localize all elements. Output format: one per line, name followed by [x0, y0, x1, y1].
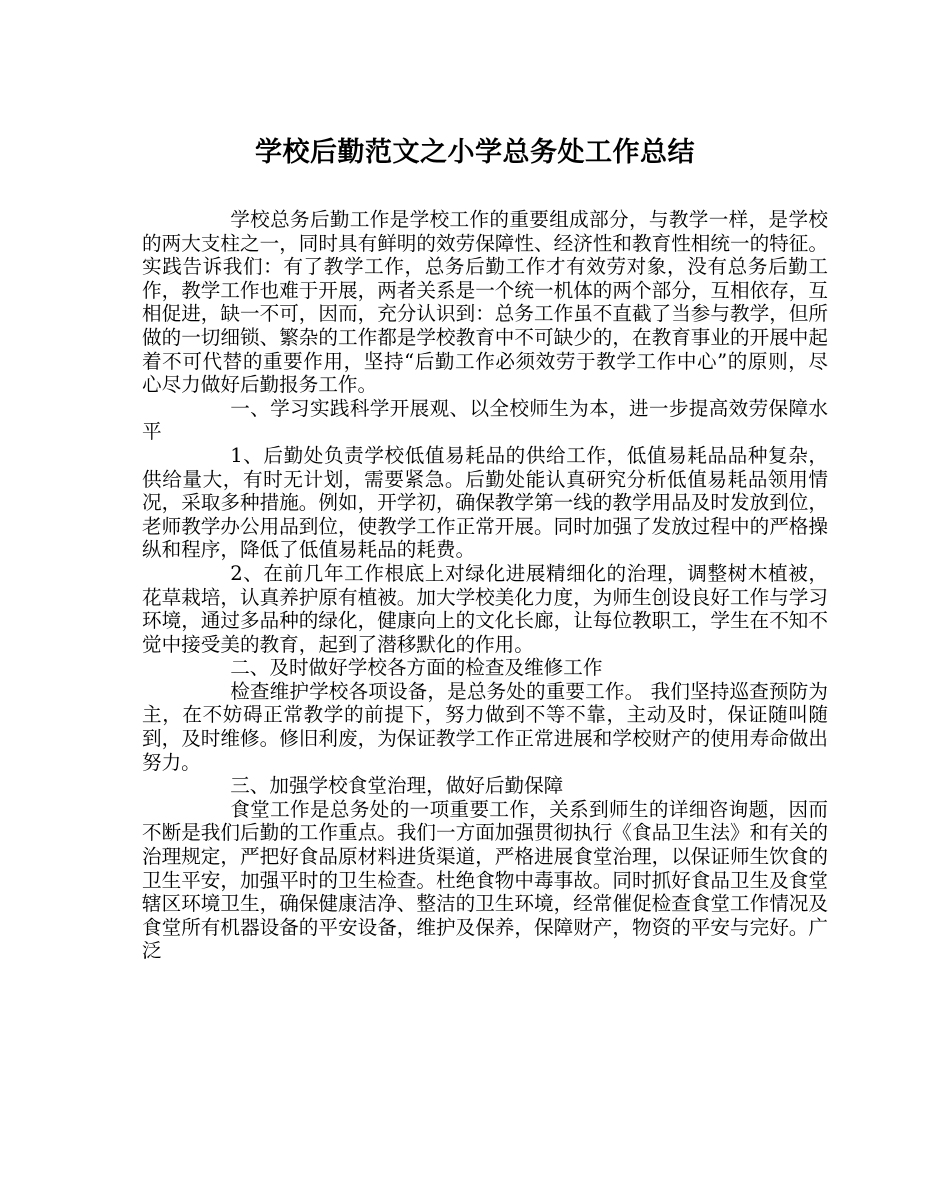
document-body: [142, 208, 828, 963]
paragraph-canteen: 食堂工作是总务处的一项重要工作，关系到师生的详细咨询题，因而不断是我们后勤的工作重点。我们一方面加强贯彻执行《食品卫生法》和有关的治理规定，严把好食品原材料进货渠道，严格进展食堂治理，以保证师生饮食的卫生平安，加强平时的卫生检查。杜绝食物中毒事故。同时抓好食品卫生及食堂辖区环境卫生，确保健康洁净、整洁的卫生环境，经常催促检查食堂工作情况及食堂所有机器设备的平安设备，维护及保养，保障财产，物资的平安与完好。广泛: [142, 797, 828, 963]
section-heading-3: 三、加强学校食堂治理，做好后勤保障: [230, 774, 564, 798]
paragraph-intro: 学校总务后勤工作是学校工作的重要组成部分，与教学一样，是学校的两大支柱之一，同时具有鲜明的效劳保障性、经济性和教育性相统一的特征。实践告诉我们：有了教学工作，总务后勤工作才有效劳对象，没有总务后勤工作，教学工作也难于开展，两者关系是一个统一机体的两个部分，互相依存，互相促进，缺一不可，因而，充分认识到：总务工作虽不直截了当参与教学，但所做的一切细锁、繁杂的工作都是学校教育中不可缺少的，在教育事业的开展中起着不可代替的重要作用，坚持“后勤工作必须效劳于教学工作中心”的原则，尽心尽力做好后勤报务工作。: [142, 208, 828, 397]
paragraph-item-2: 2、在前几年工作根底上对绿化进展精细化的治理，调整树木植被，花草栽培，认真养护原有植被。加大学校美化力度，为师生创设良好工作与学习环境，通过多品种的绿化，健康向上的文化长廊，让每位教职工，学生在不知不觉中接受美的教育，起到了潜移默化的作用。: [142, 561, 828, 656]
section-heading-2: 二、及时做好学校各方面的检查及维修工作: [230, 656, 603, 680]
paragraph-maintenance: 检查维护学校各项设备，是总务处的重要工作。 我们坚持巡查预防为主，在不妨碍正常教学的前提下，努力做到不等不靠，主动及时，保证随叫随到，及时维修。修旧利废，为保证教学工作正常进展和学校财产的使用寿命做出努力。: [142, 679, 828, 774]
section-heading-1: 一、学习实践科学开展观、以全校师生为本，进一步提高效劳保障水平: [142, 396, 828, 444]
document-title: 学校后勤范文之小学总务处工作总结: [255, 137, 695, 168]
paragraph-item-1: 1、后勤处负责学校低值易耗品的供给工作，低值易耗品品种复杂，供给量大，有时无计划，需要紧急。后勤处能认真研究分析低值易耗品领用情况，采取多种措施。例如，开学初，确保教学第一线的教学用品及时发放到位，老师教学办公用品到位，使教学工作正常开展。同时加强了发放过程中的严格操纵和程序，降低了低值易耗品的耗费。: [142, 443, 828, 562]
